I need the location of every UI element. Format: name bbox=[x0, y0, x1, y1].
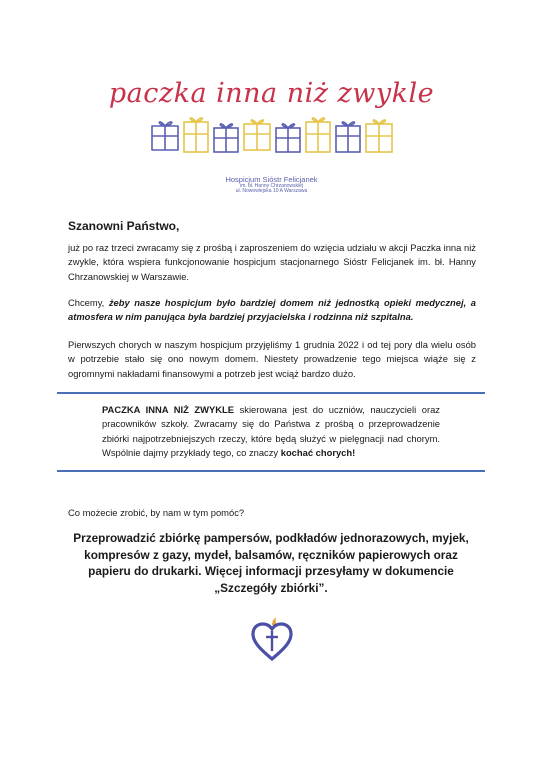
history-paragraph: Pierwszych chorych w naszym hospicjum przyjęliśmy 1 grudnia 2022 i od tej pory dla wielu osób w potrzebie stało się ono nowym domem. Niestety prowadzenie tego miejsca wiąże się z ogromnymi nakładami finansowymi a potrzeb jest wciąż bardzo dużo. bbox=[68, 339, 476, 379]
greeting: Szanowni Państwo, bbox=[68, 219, 180, 233]
mission-paragraph bbox=[68, 296, 476, 325]
gift-icon bbox=[336, 122, 360, 152]
call-to-action: Przeprowadzić zbiórkę pampersów, podkładów jednorazowych, myjek, kompresów z gazy, mydeł, balsamów, ręczników papierowych oraz papieru do drukarki. Więcej informacji przesyłamy w dokumencie „Szczegóły zbiórki”. bbox=[73, 531, 469, 595]
campaign-name: PACZKA INNA NIŻ ZWYKLE bbox=[102, 404, 235, 415]
divider-top bbox=[57, 392, 485, 394]
gift-icon bbox=[214, 124, 238, 152]
help-question: Co możecie zrobić, by nam w tym pomóc? bbox=[68, 507, 245, 518]
gift-icon bbox=[244, 120, 270, 150]
mission-lead: Chcemy, bbox=[68, 297, 109, 308]
gift-icon bbox=[184, 118, 208, 152]
hospice-address: ul. Nowowiejska 10 A Warszawa bbox=[235, 188, 308, 195]
gift-icon bbox=[276, 124, 300, 152]
gift-icon bbox=[306, 118, 330, 152]
hospice-name-block bbox=[0, 176, 543, 194]
campaign-logo-title: paczka inna niż zwykle bbox=[108, 78, 435, 109]
mission-emphasis: żeby nasze hospicjum było bardziej domem niż jednostką opieki medycznej, a atmosfera w nim panująca była bardziej przyjacielska i rodzinna niż szpitalna. bbox=[68, 297, 476, 323]
gift-icon bbox=[152, 122, 178, 150]
campaign-slogan: kochać chorych! bbox=[280, 446, 356, 458]
divider-bottom bbox=[57, 470, 485, 472]
gift-boxes-logo bbox=[148, 112, 398, 162]
gift-icon bbox=[366, 120, 392, 152]
intro-paragraph: już po raz trzeci zwracamy się z prośbą i zaproszeniem do wzięcia udziału w akcji Paczka inna niż zwykle, która wspiera funkcjonowanie hospicjum stacjonarnego Sióstr Felicjanek im. bł. Hanny Chrzanowskiej w Warszawie. bbox=[68, 242, 476, 282]
heart-cross-icon bbox=[250, 615, 294, 661]
hospice-patron: im. bł. Hanny Chrzanowskiej bbox=[239, 182, 304, 189]
hospice-name: Hospicjum Sióstr Felicjanek bbox=[225, 175, 318, 184]
campaign-description: skierowana jest do uczniów, nauczycieli oraz pracowników szkoły. Zwracamy się do Państwa z prośbą o przeprowadzenie zbiórki najpotrzebniejszych rzeczy, które będą służyć w pielęgnacji nad chorym. Wspólnie dajmy przykłady tego, co znaczy bbox=[102, 404, 440, 458]
campaign-info-box bbox=[102, 403, 440, 460]
